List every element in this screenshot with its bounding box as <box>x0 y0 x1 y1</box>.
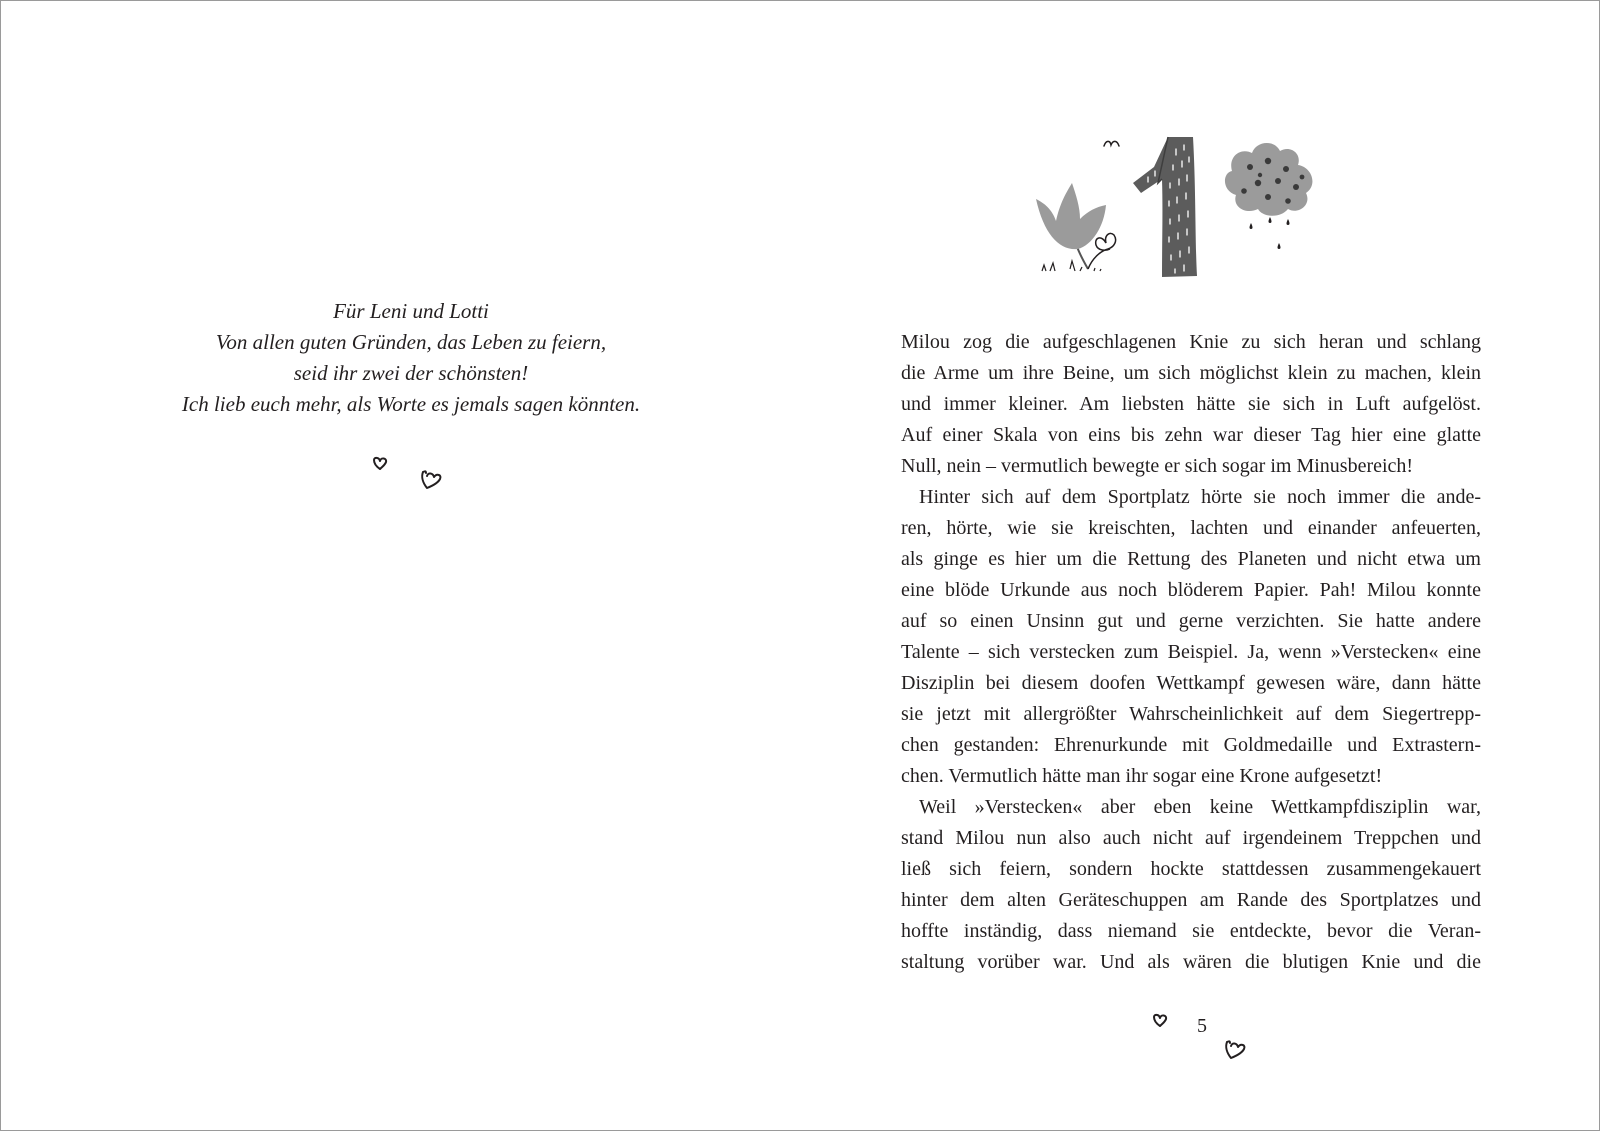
dedication-line-3: seid ihr zwei der schönsten! <box>293 361 529 385</box>
text-line: stand Milou nun also auch nicht auf irgendeinem Treppchen und <box>901 827 1481 849</box>
heart-icon <box>371 456 391 474</box>
heart-icon <box>419 469 445 491</box>
chapter-body-text <box>901 327 1481 978</box>
left-page <box>1 1 801 1130</box>
text-line: staltung vorüber war. Und als wären die blutigen Knie und die <box>901 951 1481 973</box>
text-line: die Arme um ihre Beine, um sich möglichst klein zu machen, klein <box>901 362 1481 384</box>
text-line: Disziplin bei diesem doofen Wettkampf gewesen wäre, dann hätte <box>901 672 1481 694</box>
text-line: sie jetzt mit allergrößter Wahrscheinlichkeit auf dem Siegertrepp- <box>901 703 1481 725</box>
text-line: Hinter sich auf dem Sportplatz hörte sie noch immer die ande- <box>919 486 1481 508</box>
text-line: chen. Vermutlich hätte man ihr sogar eine Krone aufgesetzt! <box>901 765 1383 787</box>
text-line: Talente – sich verstecken zum Beispiel. Ja, wenn »Verstecken« eine <box>901 641 1481 663</box>
chapter-number-illustration <box>1036 131 1346 286</box>
text-line: Weil »Verstecken« aber eben keine Wettkampfdisziplin war, <box>919 796 1481 818</box>
text-line: Auf einer Skala von eins bis zehn war dieser Tag hier eine glatte <box>901 424 1481 446</box>
dedication <box>131 296 691 420</box>
heart-icon <box>1151 1013 1171 1031</box>
text-line: als ginge es hier um die Rettung des Planeten und nicht etwa um <box>901 548 1481 570</box>
text-line: und immer kleiner. Am liebsten hätte sie sich in Luft aufgelöst. <box>901 393 1481 415</box>
right-page <box>801 1 1599 1130</box>
text-line: chen gestanden: Ehrenurkunde mit Goldmedaille und Extrastern- <box>901 734 1481 756</box>
tulip-icon <box>1036 183 1116 271</box>
page-number: 5 <box>1197 1015 1207 1037</box>
text-line: Milou zog die aufgeschlagenen Knie zu sich heran und schlang <box>901 331 1481 353</box>
text-line: hoffte inständig, dass niemand sie entdeckte, bevor die Veran- <box>901 920 1481 942</box>
dedication-line-1: Für Leni und Lotti <box>333 299 489 323</box>
dedication-line-4: Ich lieb euch mehr, als Worte es jemals sagen könnten. <box>181 392 641 416</box>
text-line: ließ sich feiern, sondern hockte stattdessen zusammengekauert <box>901 858 1481 880</box>
text-line: eine blöde Urkunde aus noch blöderem Papier. Pah! Milou konnte <box>901 579 1481 601</box>
heart-icon <box>1223 1039 1249 1061</box>
text-line: hinter dem alten Geräteschuppen am Rande des Sportplatzes und <box>901 889 1481 911</box>
bird-icon <box>1104 141 1119 146</box>
text-line: Null, nein – vermutlich bewegte er sich sogar im Minusbereich! <box>901 455 1414 477</box>
dedication-line-2: Von allen guten Gründen, das Leben zu feiern, <box>215 330 607 354</box>
number-one-shape <box>1133 137 1197 277</box>
text-line: auf so einen Unsinn gut und gerne verzichten. Sie hatte andere <box>901 610 1481 632</box>
text-line: ren, hörte, wie sie kreischten, lachten und einander anfeuerten, <box>901 517 1481 539</box>
rain-cloud-icon <box>1225 143 1312 249</box>
